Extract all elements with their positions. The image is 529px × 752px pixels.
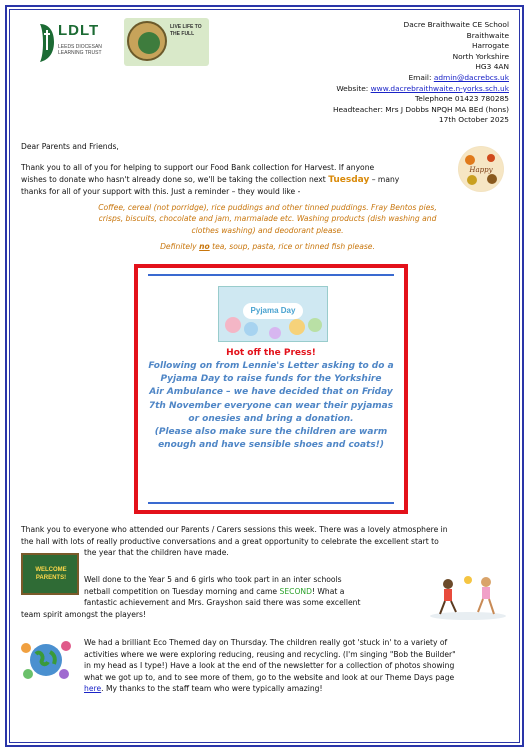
address-line: Dacre Braithwaite CE School xyxy=(403,20,509,29)
divider-line xyxy=(148,274,394,276)
school-badge xyxy=(124,18,209,66)
pyjama-day-label: Pyjama Day xyxy=(243,303,303,319)
greeting: Dear Parents and Friends, xyxy=(21,142,119,151)
school-motto: LIVE LIFE TO THE FULL xyxy=(170,24,202,37)
ldlt-wordmark: LDLT xyxy=(58,22,100,39)
harvest-image xyxy=(458,146,504,192)
eco-day-image xyxy=(18,634,74,684)
telephone: Telephone 01423 780285 xyxy=(415,94,509,104)
second-place-highlight: SECOND xyxy=(279,586,312,596)
website-link[interactable]: www.dacrebraithwaite.n-yorks.sch.uk xyxy=(370,83,509,93)
letter-date: 17th October 2025 xyxy=(438,115,509,125)
ldlt-subtitle: LEEDS DIOCESAN LEARNING TRUST xyxy=(58,44,102,56)
netball-paragraph: Well done to the Year 5 and 6 girls who took part in an inter schools netball competition on Tuesday morning and came SECOND! What a fantastic achievement and Mrs. Grayshon said there was some excellent xyxy=(84,575,361,608)
divider-line xyxy=(148,502,394,504)
parents-paragraph: Thank you to everyone who attended our Parents / Carers sessions this week. There was a lovely atmosphere in the hall with lots of really productive conversations and a great opportunity to celebrate the excellent start to xyxy=(21,525,448,546)
pyjama-day-notice xyxy=(134,264,408,514)
headteacher: Headteacher: Mrs J Dobbs NPQH MA BEd (hons) xyxy=(332,104,509,114)
website-line: Website: www.dacrebraithwaite.n-yorks.sch.uk xyxy=(336,83,509,93)
notice-text: Following on from Lennie's Letter asking to do a Pyjama Day to raise funds for the Yorkshire Air Ambulance – we have decided that on Friday 7th November everyone can wear their pyjamas or onesies and bring a donation. (Please also make sure the children are warm enough and have sensible shoes and coats!) xyxy=(148,361,394,451)
email-line: Email: admin@dacrebcs.uk xyxy=(408,72,509,82)
school-address xyxy=(333,20,509,126)
foodbank-paragraph: Thank you to all of you for helping to support our Food Bank collection for Harvest. If anyone wishes to donate who hasn't already done so, we'll be taking the collection next Tuesday – many thanks for all of your support with this. Just a reminder – they would like - xyxy=(21,163,400,197)
notice-heading: Hot off the Press! xyxy=(226,348,316,358)
theme-days-link[interactable]: here xyxy=(84,684,102,694)
email-link[interactable]: admin@dacrebcs.uk xyxy=(433,72,509,82)
school-crest-icon xyxy=(127,21,167,61)
address-line: North Yorkshire xyxy=(452,51,509,61)
address-line: HG3 4AN xyxy=(475,62,509,72)
not-wanted-line: Definitely no tea, soup, pasta, rice or tinned fish please. xyxy=(160,242,375,251)
eco-paragraph: We had a brilliant Eco Themed day on Thursday. The children really got 'stuck in' to a variety of activities where we were exploring reducing, reusing and recycling. (I'm singing "Bob the Builder" in my head as I type!) Have a look at the end of the newsletter for a collection of photos showing what we got up to, and to see more of them, go to the website and look at our Theme Days page here. My thanks to the staff team who were typically amazing! xyxy=(84,638,456,694)
welcome-sign-text: WELCOME PARENTS! xyxy=(35,567,67,581)
pyjama-day-image xyxy=(218,286,328,342)
address-line: Harrogate xyxy=(471,41,509,51)
welcome-parents-image xyxy=(21,553,79,595)
parents-paragraph-end: the year that the children have made. xyxy=(84,548,229,557)
svg-text:Happy: Happy xyxy=(469,166,493,174)
address-line: Braithwaite xyxy=(466,30,509,40)
tuesday-highlight: Tuesday xyxy=(328,174,370,185)
donation-items: Coffee, cereal (not porridge), rice puddings and other tinned puddings. Fray Bentos pies, crisps, biscuits, chocolate and jam, marmalade etc. Washing products (dish washing and clothes washing) and deodorant please. xyxy=(98,203,437,235)
netball-paragraph-end: team spirit amongst the players! xyxy=(21,610,147,619)
netball-players-image xyxy=(428,572,508,620)
